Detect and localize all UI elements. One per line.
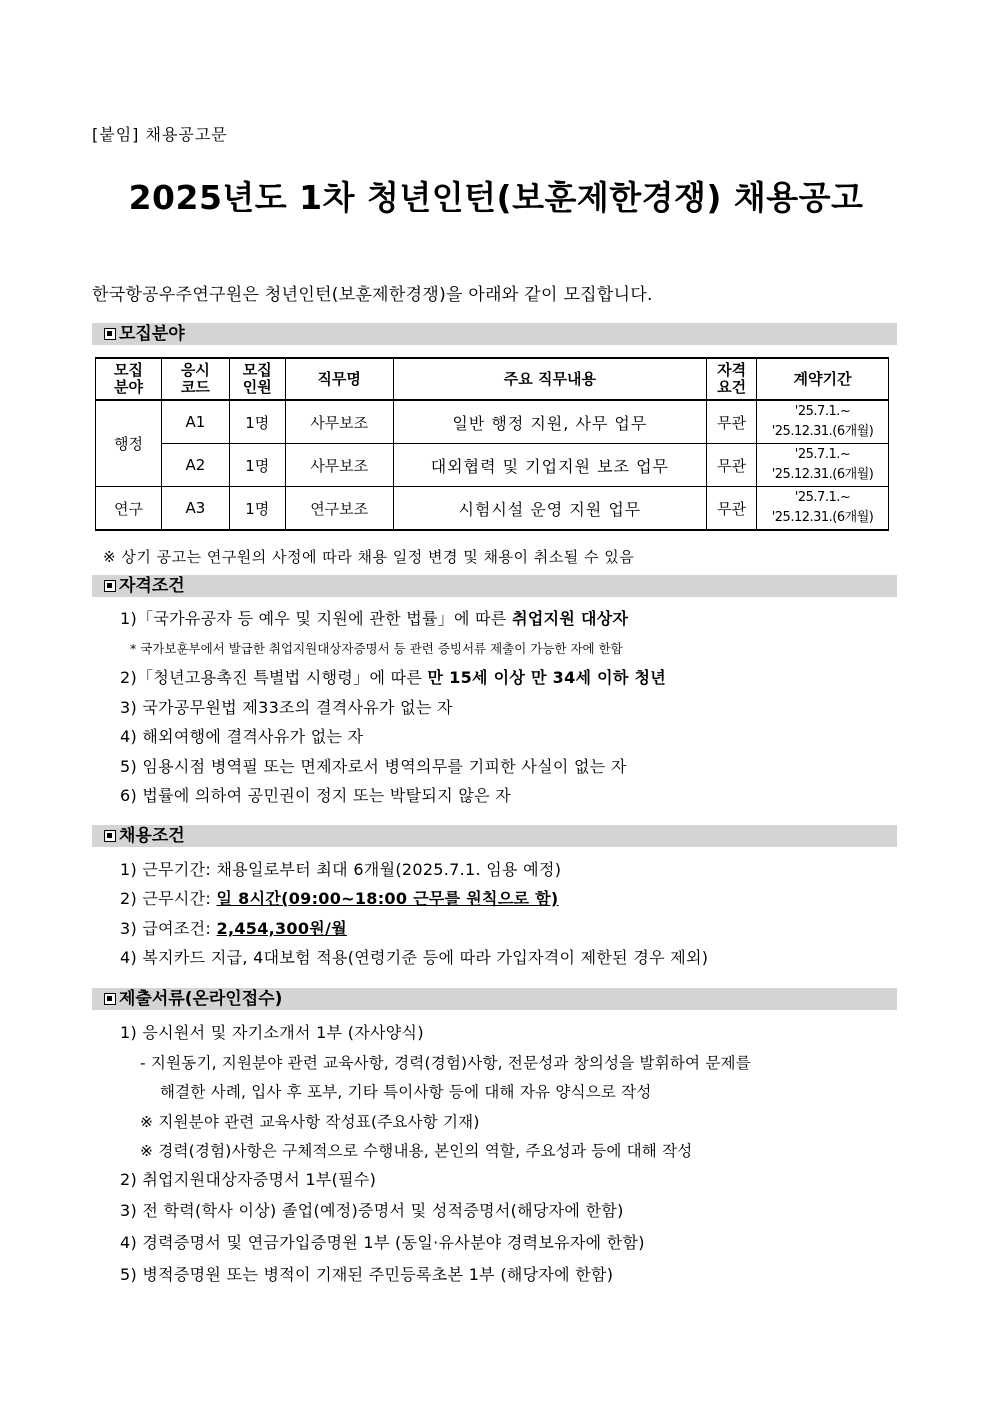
cell-field: 연구	[96, 487, 162, 531]
document-subitem: - 지원동기, 지원분야 관련 교육사항, 경력(경험)사항, 전문성과 창의성을 발휘하여 문제를	[140, 1054, 751, 1072]
cell-req: 무관	[707, 400, 757, 444]
document-item: 1) 응시원서 및 자기소개서 1부 (자사양식)	[120, 1023, 424, 1042]
cell-period: '25.7.1.~ '25.12.31.(6개월)	[757, 444, 889, 487]
section-title: 제출서류(온라인접수)	[119, 989, 283, 1009]
qualification-item: 5) 임용시점 병역필 또는 면제자로서 병역의무를 기피한 사실이 없는 자	[120, 757, 627, 776]
section-title: 채용조건	[119, 826, 185, 846]
section-header-employment	[92, 825, 897, 847]
cell-count: 1명	[229, 400, 285, 444]
document-item: 5) 병적증명원 또는 병적이 기재된 주민등록초본 1부 (해당자에 한함)	[120, 1265, 614, 1284]
header-count: 모집 인원	[229, 358, 285, 400]
header-duty: 주요 직무내용	[393, 358, 707, 400]
cell-duty: 대외협력 및 기업지원 보조 업무	[393, 444, 707, 487]
section-header-qualifications	[92, 575, 897, 597]
header-req: 자격 요건	[707, 358, 757, 400]
cell-code: A2	[161, 444, 229, 487]
table-header-row	[96, 358, 889, 400]
square-bullet-icon	[104, 328, 116, 340]
document-item: 4) 경력증명서 및 연금가입증명원 1부 (동일·유사분야 경력보유자에 한함)	[120, 1233, 645, 1252]
cell-duty: 일반 행정 지원, 사무 업무	[393, 400, 707, 444]
section-header-recruit-field	[92, 323, 897, 345]
recruit-table	[95, 357, 889, 531]
cell-req: 무관	[707, 444, 757, 487]
square-bullet-icon	[104, 993, 116, 1005]
cell-period: '25.7.1.~ '25.12.31.(6개월)	[757, 400, 889, 444]
cell-code: A1	[161, 400, 229, 444]
cell-count: 1명	[229, 487, 285, 531]
header-job: 직무명	[285, 358, 393, 400]
header-period: 계약기간	[757, 358, 889, 400]
qualification-item: 1)「국가유공자 등 예우 및 지원에 관한 법률」에 따른 취업지원 대상자	[120, 609, 629, 628]
table-row	[96, 400, 889, 444]
section-title: 자격조건	[119, 576, 185, 596]
document-subitem: ※ 지원분야 관련 교육사항 작성표(주요사항 기재)	[140, 1113, 480, 1131]
cell-job: 사무보조	[285, 400, 393, 444]
intro-text: 한국항공우주연구원은 청년인턴(보훈제한경쟁)을 아래와 같이 모집합니다.	[92, 285, 653, 305]
cell-code: A3	[161, 487, 229, 531]
cell-field: 행정	[96, 400, 162, 487]
cell-job: 사무보조	[285, 444, 393, 487]
cell-duty: 시험시설 운영 지원 업무	[393, 487, 707, 531]
cell-req: 무관	[707, 487, 757, 531]
table-row	[96, 444, 889, 487]
employment-item: 3) 급여조건: 2,454,300원/월	[120, 919, 347, 938]
square-bullet-icon	[104, 580, 116, 592]
section-header-documents	[92, 988, 897, 1010]
qualification-note: * 국가보훈부에서 발급한 취업지원대상자증명서 등 관련 증빙서류 제출이 가능한 자에 한함	[130, 641, 623, 656]
cell-job: 연구보조	[285, 487, 393, 531]
employment-item: 1) 근무기간: 채용일로부터 최대 6개월(2025.7.1. 임용 예정)	[120, 860, 562, 879]
page-title: 2025년도 1차 청년인턴(보훈제한경쟁) 채용공고	[128, 178, 864, 217]
qualification-item: 2)「청년고용촉진 특별법 시행령」에 따른 만 15세 이상 만 34세 이하 청년	[120, 668, 667, 687]
table-note: ※ 상기 공고는 연구원의 사정에 따라 채용 일정 변경 및 채용이 취소될 수 있음	[103, 548, 635, 566]
employment-item: 4) 복지카드 지급, 4대보험 적용(연령기준 등에 따라 가입자격이 제한된 경우 제외)	[120, 948, 709, 967]
square-bullet-icon	[104, 830, 116, 842]
qualification-item: 3) 국가공무원법 제33조의 결격사유가 없는 자	[120, 698, 453, 717]
document-item: 3) 전 학력(학사 이상) 졸업(예정)증명서 및 성적증명서(해당자에 한함)	[120, 1201, 624, 1220]
employment-item: 2) 근무시간: 일 8시간(09:00~18:00 근무를 원칙으로 함)	[120, 889, 559, 908]
qualification-item: 6) 법률에 의하여 공민권이 정지 또는 박탈되지 않은 자	[120, 786, 511, 805]
cell-period: '25.7.1.~ '25.12.31.(6개월)	[757, 487, 889, 531]
table-row	[96, 487, 889, 531]
qualification-item: 4) 해외여행에 결격사유가 없는 자	[120, 727, 364, 746]
section-title: 모집분야	[119, 324, 185, 344]
document-subitem: ※ 경력(경험)사항은 구체적으로 수행내용, 본인의 역할, 주요성과 등에 대해 작성	[140, 1142, 693, 1160]
header-field: 모집 분야	[96, 358, 162, 400]
document-subitem: 해결한 사례, 입사 후 포부, 기타 특이사항 등에 대해 자유 양식으로 작성	[160, 1083, 652, 1101]
document-item: 2) 취업지원대상자증명서 1부(필수)	[120, 1170, 377, 1189]
cell-count: 1명	[229, 444, 285, 487]
header-code: 응시 코드	[161, 358, 229, 400]
attachment-label: [붙임] 채용공고문	[92, 125, 228, 144]
